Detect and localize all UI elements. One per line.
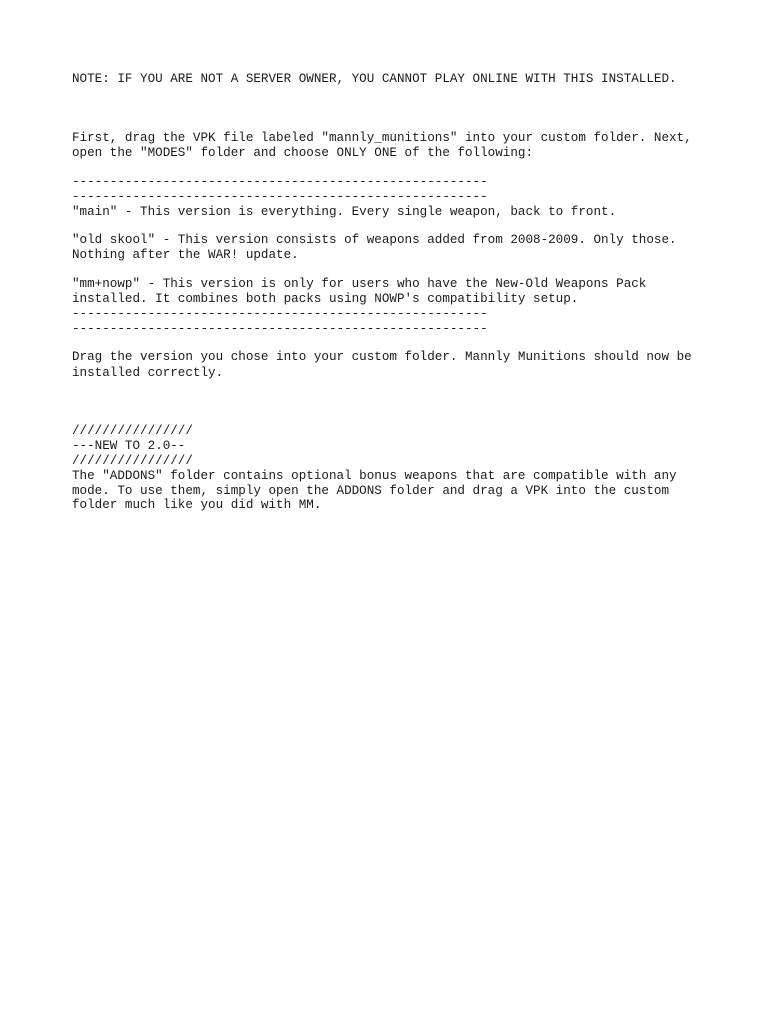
divider-line: -------------------------------------------------------	[72, 190, 488, 204]
outro-text-line-1: Drag the version you chose into your custom folder. Mannly Munitions should now be	[72, 350, 692, 364]
slash-divider: ////////////////	[72, 454, 193, 468]
addons-text-line-2: mode. To use them, simply open the ADDONS folder and drag a VPK into the custom	[72, 484, 670, 498]
intro-text-line-1: First, drag the VPK file labeled "mannly_munitions" into your custom folder. Next,	[72, 131, 692, 145]
server-owner-note: NOTE: IF YOU ARE NOT A SERVER OWNER, YOU CANNOT PLAY ONLINE WITH THIS INSTALLED.	[72, 72, 677, 86]
addons-text-line-3: folder much like you did with MM.	[72, 498, 322, 512]
mode-main-description: "main" - This version is everything. Every single weapon, back to front.	[72, 205, 617, 219]
new-version-heading: ---NEW TO 2.0--	[72, 439, 186, 453]
divider-line: -------------------------------------------------------	[72, 322, 488, 336]
addons-text-line-1: The "ADDONS" folder contains optional bonus weapons that are compatible with any	[72, 469, 677, 483]
mode-mm-nowp-line-2: installed. It combines both packs using NOWP's compatibility setup.	[72, 292, 579, 306]
mode-old-skool-line-1: "old skool" - This version consists of weapons added from 2008-2009. Only those.	[72, 233, 677, 247]
intro-text-line-2: open the "MODES" folder and choose ONLY ONE of the following:	[72, 146, 534, 160]
divider-line: -------------------------------------------------------	[72, 175, 488, 189]
mode-old-skool-line-2: Nothing after the WAR! update.	[72, 248, 299, 262]
divider-line: -------------------------------------------------------	[72, 307, 488, 321]
mode-mm-nowp-line-1: "mm+nowp" - This version is only for users who have the New-Old Weapons Pack	[72, 277, 647, 291]
outro-text-line-2: installed correctly.	[72, 366, 224, 380]
slash-divider: ////////////////	[72, 424, 193, 438]
